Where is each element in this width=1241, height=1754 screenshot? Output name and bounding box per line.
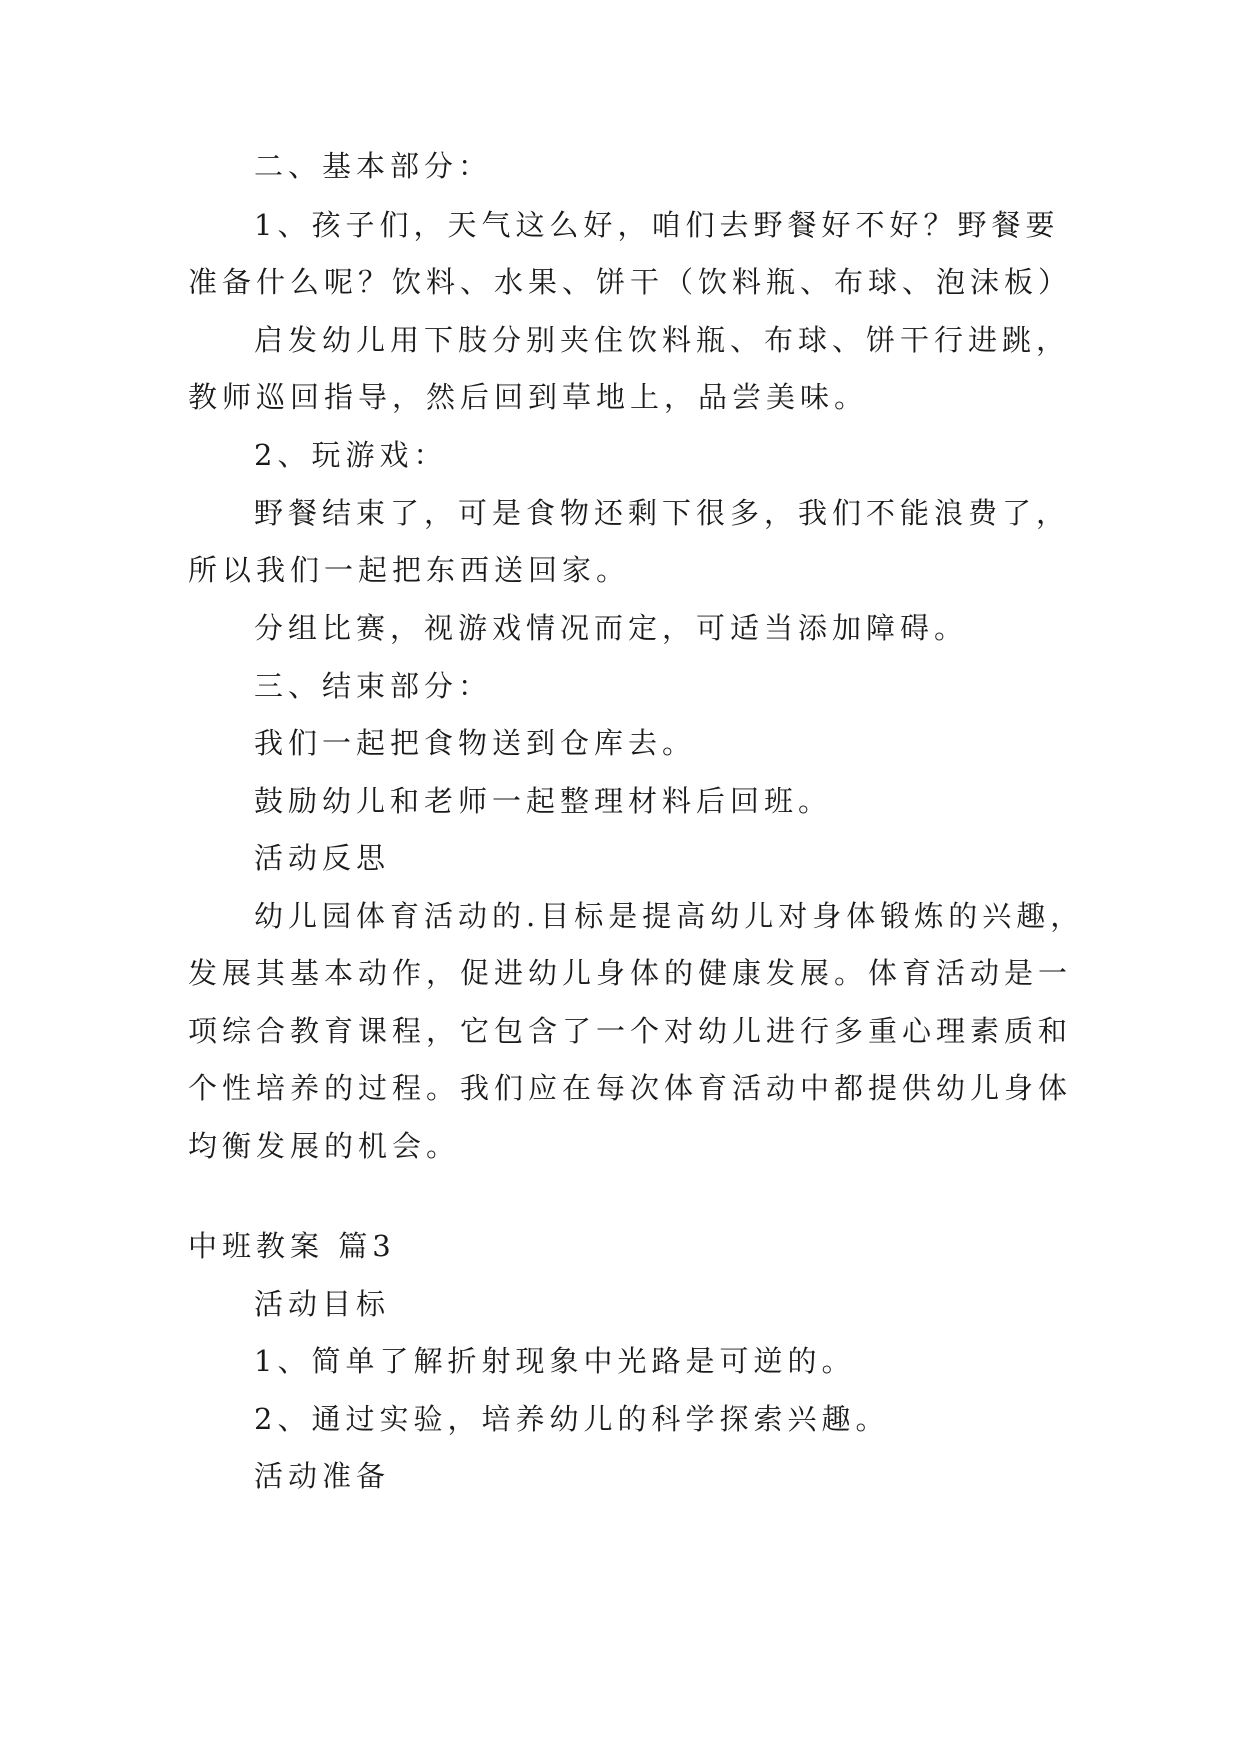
reflection-heading: 活动反思 (254, 841, 391, 875)
goals-heading: 活动目标 (254, 1287, 391, 1321)
reflection-line: 个性培养的过程。我们应在每次体育活动中都提供幼儿身体 (188, 1071, 1073, 1105)
reflection-line: 项综合教育课程，它包含了一个对幼儿进行多重心理素质和 (188, 1014, 1073, 1048)
item1-desc-line2: 教师巡回指导，然后回到草地上，品尝美味。 (188, 380, 869, 414)
item1-line1: 1、孩子们，天气这么好，咱们去野餐好不好？野餐要 (254, 208, 1060, 242)
section3-line1: 我们一起把食物送到仓库去。 (254, 726, 697, 760)
goal-item: 1、简单了解折射现象中光路是可逆的。 (254, 1344, 856, 1378)
item1-line2: 准备什么呢？饮料、水果、饼干（饮料瓶、布球、泡沫板） (188, 265, 1073, 299)
item2-note: 分组比赛，视游戏情况而定，可适当添加障碍。 (254, 611, 969, 645)
item2-line2: 所以我们一起把东西送回家。 (188, 553, 631, 587)
lesson-title: 中班教案 篇3 (188, 1229, 396, 1263)
item2-heading: 2、玩游戏： (254, 438, 448, 472)
item1-desc-line1: 启发幼儿用下肢分别夹住饮料瓶、布球、饼干行进跳， (254, 323, 1071, 357)
item2-line1: 野餐结束了，可是食物还剩下很多，我们不能浪费了， (254, 496, 1071, 530)
reflection-line: 发展其基本动作，促进幼儿身体的健康发展。体育活动是一 (188, 956, 1073, 990)
prep-heading: 活动准备 (254, 1459, 391, 1493)
goal-item: 2、通过实验，培养幼儿的科学探索兴趣。 (254, 1402, 890, 1436)
reflection-line: 幼儿园体育活动的.目标是提高幼儿对身体锻炼的兴趣， (254, 899, 1085, 933)
section3-line2: 鼓励幼儿和老师一起整理材料后回班。 (254, 784, 833, 818)
section3-heading: 三、结束部分： (254, 669, 493, 703)
reflection-line: 均衡发展的机会。 (188, 1129, 461, 1163)
section2-heading: 二、基本部分： (254, 149, 493, 183)
